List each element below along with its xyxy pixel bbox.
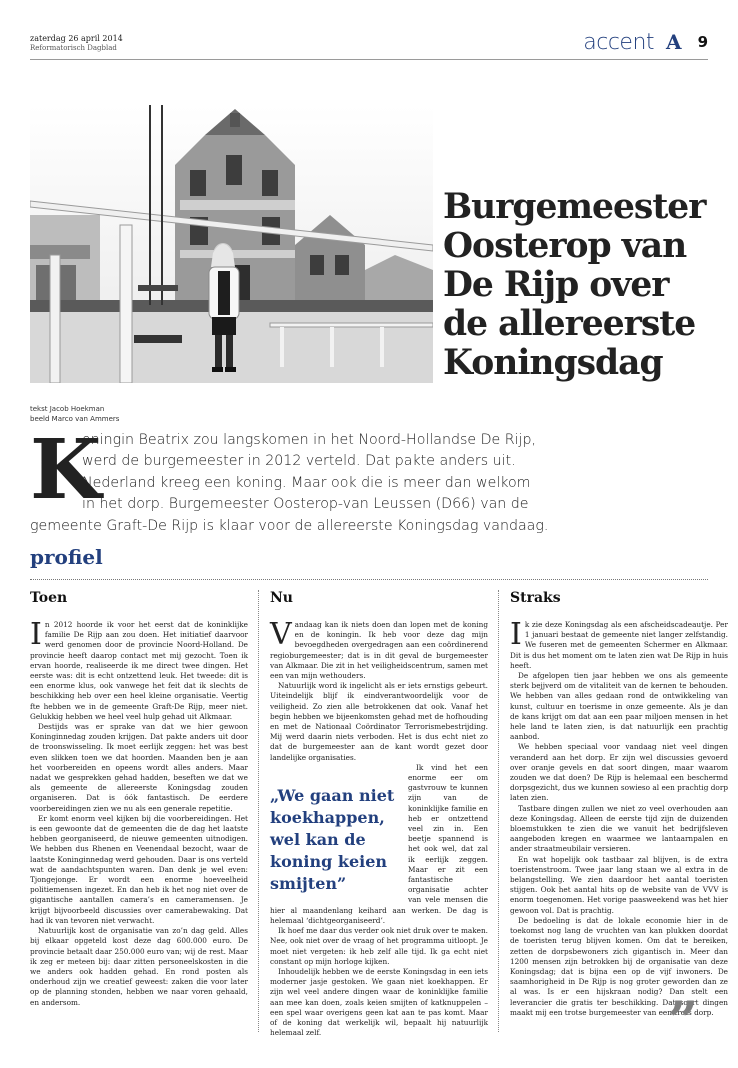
- paragraph: En wat hopelijk ook tastbaar zal blijven, is de extra toeristenstroom. Twee jaar lang staan we al extra in de belangstelling. We zien daardoor het aantal toeristen stijgen. Ook het aantal hits op de website van de VVV is enorm toegenomen. Het vorige paasweekend was het hier gewoon vol. Dat is prachtig.: [510, 854, 728, 915]
- paragraph: Er komt enorm veel kijken bij die voorbereidingen. Het is een gewoonte dat de gemeenten die de dag het laatste hebben georganiseerd, de nieuwe gemeenten uitnodigen. We hebben dus Rhenen en Veenendaal bezocht, waar de laatste Koninginnedag werd gehouden. Daar is ons verteld wat de aandachtspunten waren. Dan denk je wel even: Tjongejonge. Er wordt een enorme hoeveelheid politiemensen ingezet. En dan heb ik het nog niet over de gigantische aantallen camera’s en cameramensen. Je krijgt bijvoorbeeld discussies over camerabewaking. Dat had ik van tevoren niet verwacht.: [30, 813, 248, 925]
- paragraph-text: andaag kan ik niets doen dan lopen met de koning en de koningin. Ik heb voor deze dag mijn bevoegdheden overgedragen aan een coördinerend regioburgemeester; dat is in dit geval de burgemeester van Alkmaar. Die zit in het veiligheidscentrum, samen met een van mijn wethouders.: [270, 620, 488, 681]
- paragraph: Ik hoef me daar dus verder ook niet druk over te maken. Nee, ook niet over de vraag of het programma uitloopt. Je moet niet vergeten: ik heb zelf alle tijd. Ik ga echt niet constant op mijn horloge kijken.: [270, 926, 488, 966]
- column-title: Toen: [30, 590, 68, 606]
- paragraph: Tastbare dingen zullen we niet zo veel overhouden aan deze Koningsdag. Alleen de eerste tijd zijn de duizenden bloemstukken te zien die we vanuit het bedrijfsleven aangeboden kregen en waarmee we lantaarnpalen en ander straatmeubilair versieren.: [510, 803, 728, 854]
- paragraph-text: k zie deze Koningsdag als een afscheidscadeautje. Per 1 januari bestaat de gemeente niet langer zelfstandig. We fuseren met de gemeenten Schermer en Alkmaar. Dit is dus het moment om te laten zien wat De Rijp in huis heeft.: [510, 620, 728, 670]
- paragraph: De afgelopen tien jaar hebben we ons als gemeente sterk bejjverd om de vitaliteit van de kernen te behouden. We hebben van alles gedaan rond de ontwikkeling van kunst, cultuur en toerisme in onze gemeente. Als je dan de kans krijgt om dat aan een paar miljoen mensen in het hele land te laten zien, is dat natuurlijk een prachtig aanbod.: [510, 671, 728, 742]
- column-nu: [270, 588, 488, 1038]
- section-name: accent: [583, 29, 655, 55]
- column-body: [30, 617, 248, 1008]
- headline-line: Oosterop van: [443, 226, 687, 266]
- intro-dropcap: K: [30, 422, 102, 518]
- column-divider: [498, 590, 499, 1032]
- intro-line: oningin Beatrix zou langskomen in het Noord-Hollandse De Rijp,: [82, 432, 537, 448]
- column-title: Straks: [510, 590, 561, 606]
- paragraph: Inhoudelijk hebben we de eerste Koningsdag in een iets moderner jasje gestoken. We gaan niet koekhappen. Er zijn wel veel andere dingen waar de koninklijke familie aan mee kan doen, zoals keien smijten of katknuppelen – een spel waar overigens geen kat aan te pas komt. Maar of de koning dat werkelijk wil, bepaalt hij natuurlijk helemaal zelf.: [270, 966, 488, 1038]
- photo-credit: beeld Marco van Ammers: [30, 415, 120, 423]
- paragraph: Destijds was er sprake van dat we hier gewoon Koninginnedag zouden krijgen. Dat pakte anders uit door de troonswisseling. Ik moet eerlijk zeggen: het was best even slikken toen we dat hoorden. Maanden ben je aan het voorbereiden en opeens wordt alles anders. Maar nadat we gesprekken gehad hadden, beseften we dat we als gemeente de allereerste Koningsdag zouden organiseren. Dat is óók fantastisch. De eerdere voorbereidingen zien we nu als een generale repetitie.: [30, 722, 248, 813]
- column-dropcap: I: [30, 617, 42, 652]
- column-body: [510, 617, 728, 1018]
- headline-line: Burgemeester: [443, 187, 706, 227]
- text-credit: tekst Jacob Hoekman: [30, 405, 105, 413]
- column-dropcap: I: [510, 617, 522, 652]
- article-credits: [30, 404, 119, 424]
- article-headline: [443, 188, 713, 383]
- section-label: profiel: [30, 545, 103, 569]
- column-divider: [258, 590, 259, 1032]
- paragraph-text: n 2012 hoorde ik voor het eerst dat de koninklijke familie De Rijp aan zou doen. Het initiatief daarvoor werd genomen door de provincie Noord-Holland. De provincie heeft daarop contact met mij gezocht. Toen ik ervan hoorde, realiseerde ik me direct twee dingen. Het eerste was: dit is echt ontzettend leuk. Het tweede: dit is een enorme klus, ook vanwege het feit dat ik slechts de beschikking heb over een heel kleine organisatie. Veertig fte hebben we in de gemeente Graft-De Rijp, meer niet. Gelukkig hebben we heel veel hulp gehad uit Alkmaar.: [30, 620, 248, 721]
- closing-quote-icon: ”: [668, 991, 698, 1052]
- paragraph: Natuurlijk word ik ingelicht als er iets ernstigs gebeurt. Uiteindelijk blijf ik eindverantwoordelijk voor de veiligheid. Zo zien alle betrokkenen dat ook. Vanaf het begin hebben we bijeenkomsten gehad met de hofhouding en met de Nationaal Coördinator Terrorismebestrijding. Mij werd daarin niets verboden. Het is dus echt niet zo dat de burgemeester aan de kant wordt gezet door landelijke organisaties.: [270, 681, 488, 762]
- headline-line: Koningsdag: [443, 343, 663, 383]
- paragraph: [30, 617, 248, 722]
- section-logo: A: [666, 30, 682, 54]
- pull-quote: „We gaan niet koekhappen, wel kan de koning keien smijten”: [270, 785, 395, 893]
- issue-date: zaterdag 26 april 2014: [30, 34, 123, 43]
- column-straks: [510, 588, 728, 1018]
- intro-line: werd de burgemeester in 2012 verteld. Dat pakte anders uit.: [82, 453, 516, 470]
- paragraph: De bedoeling is dat de lokale economie hier in de toekomst nog lang de vruchten van kan plukken doordat de toeristen terug blijven komen. Om dat te bereiken, zetten de dorpsbewoners zich gigantisch in. Meer dan 1200 mensen zijn betrokken bij de organisatie van deze Koningsdag; dat is bijna een op de vijf inwoners. De saamhorigheid in De Rijp is nog groter geworden dan ze al was. Is er een hijskraan nodig? Dan stelt een leverancier die gratis ter beschikking. Dat soort dingen maakt mij een trotse burgemeester van een trots dorp.: [510, 915, 728, 1017]
- paragraph: [510, 617, 728, 671]
- article-photo: [30, 105, 433, 383]
- headline-line: De Rijp over: [443, 265, 669, 305]
- page-number: 9: [697, 33, 708, 51]
- column-toen: [30, 588, 248, 1008]
- photo-mayor-icon: [30, 105, 433, 383]
- paragraph: We hebben speciaal voor vandaag niet veel dingen veranderd aan het dorp. Er zijn wel discussies gevoerd over oranje gevels en dat soort dingen, maar waarom zouden we dat doen? De Rijp is helemaal een beschermd dorpsgezicht, dus we kunnen sowieso al een prachtig dorp laten zien.: [510, 742, 728, 803]
- paragraph: Ik vind het een enorme eer om gastvrouw te kunnen zijn van de koninklijke familie en heb er ontzettend veel zin in. Een beetje spannend is het ook wel, dat zal ik eerlijk zeggen. Maar er zit een fantastische organisatie achter van vele mensen die hier al maandenlang keihard aan werken. De dag is helemaal ‘dichtgeorganiseerd’.: [270, 762, 488, 925]
- intro-line: in het dorp. Burgemeester Oosterop-van Leussen (D66) van de: [82, 496, 529, 513]
- paragraph: [270, 617, 488, 681]
- intro-line: gemeente Graft-De Rijp is klaar voor de allereerste Koningsdag vandaag.: [30, 517, 549, 534]
- column-title: Nu: [270, 590, 293, 606]
- divider: [30, 579, 708, 580]
- masthead: [30, 28, 708, 60]
- masthead-right: [583, 28, 708, 56]
- column-dropcap: V: [270, 617, 292, 652]
- newspaper-name: Reformatorisch Dagblad: [30, 44, 117, 52]
- paragraph: Natuurlijk kost de organisatie van zo’n dag geld. Alles bij elkaar opgeteld kost deze dag 600.000 euro. De provincie betaalt daar 250.000 euro van; wij de rest. Maar ik zeg er meteen bij: daar zitten personeelskosten in die we anders ook hadden gehad. En rond posten als onderhoud zijn we creatief geweest: zaken die voor later op de planning stonden, hebben we naar voren gehaald, en andersom.: [30, 926, 248, 1007]
- intro-line: Nederland kreeg een koning. Maar ook die is meer dan welkom: [82, 474, 531, 491]
- column-body: [270, 617, 488, 1038]
- article-intro: [30, 422, 702, 537]
- headline-line: de allereerste: [443, 304, 696, 344]
